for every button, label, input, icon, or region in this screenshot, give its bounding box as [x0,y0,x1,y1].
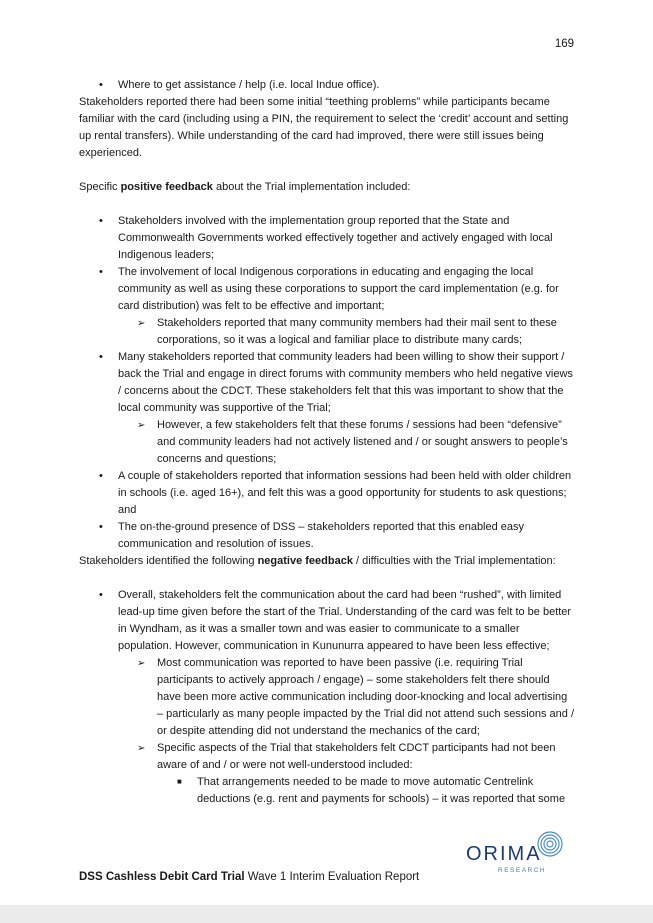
bullet-list-negative [79,587,576,808]
arrow-marker: ➢ [137,318,146,329]
page-number: 169 [554,38,574,50]
sub-list-item: ➢ Specific aspects of the Trial that stakeholders felt CDCT participants had not been aware of and / or were not well-understood included: [137,742,556,771]
arrow-marker: ➢ [137,658,146,669]
bullet-marker: • [99,215,103,227]
sub-sub-list-item: ■ That arrangements needed to be made to move automatic Centrelink deductions (e.g. rent and payments for schools) – it was reported that some [79,774,576,808]
footer-title: DSS Cashless Debit Card Trial Wave 1 Interim Evaluation Report [79,871,420,883]
paragraph: Stakeholders reported there had been some initial “teething problems” while participants became familiar with the card (including using a PIN, the requirement to select the ‘credit’ account and setting up rental transfers). While understanding of the card had improved, there were still issues being experienced. [79,96,569,159]
bullet-marker: • [99,79,103,91]
list-item: • Stakeholders involved with the implementation group reported that the State and Commonwealth Governments worked effectively together and actively engaged with local Indigenous leaders; [99,215,553,261]
logo-subtitle: RESEARCH [498,867,547,874]
square-marker: ■ [177,777,182,786]
logo-wordmark: ORIMA [466,843,542,865]
bullet-marker: • [99,521,103,533]
list-item: • The on-the-ground presence of DSS – stakeholders reported that this enabled easy communication and resolution of issues. [99,521,525,550]
document-body [79,77,576,808]
bullet-marker: • [99,351,103,363]
bullet-list-positive [79,213,576,553]
list-item: • The involvement of local Indigenous corporations in educating and engaging the local community as well as using these corporations to support the card implementation (e.g. for card distribution) was felt to be effective and important; [99,266,559,312]
list-item: • Many stakeholders reported that community leaders had been willing to show their support / back the Trial and engage in direct forums with community members who held negative views / concerns about the CDCT. These stakeholders felt that this was important to show that the local community was supportive of the Trial; [99,351,573,414]
list-item: • Where to get assistance / help (i.e. local Indue office). [79,77,576,94]
bullet-list-1 [79,77,576,94]
sub-list-item: ➢ Stakeholders reported that many community members had their mail sent to these corporations, so it was a logical and familiar place to distribute many cards; [137,317,557,346]
sub-list-item: ➢ However, a few stakeholders felt that these forums / sessions had been “defensive” and community leaders had not actively listened and / or sought answers to people’s concerns and questions; [137,419,568,465]
list-item: • Overall, stakeholders felt the communication about the card had been “rushed”, with limited lead-up time given before the start of the Trial. Understanding of the card was felt to be better in Wyndham, as it was a smaller town and was easier to communicate to a smaller population. However, communication in Kununurra appeared to have been less effective; [99,589,572,652]
list-item: • A couple of stakeholders reported that information sessions had been held with older children in schools (i.e. aged 16+), and felt this was a good opportunity for students to ask questions; and [99,470,572,516]
arrow-marker: ➢ [137,420,146,431]
paragraph-negative-intro: Stakeholders identified the following negative feedback / difficulties with the Trial implementation: [79,555,556,567]
bullet-marker: • [99,589,103,601]
paragraph-positive-intro: Specific positive feedback about the Trial implementation included: [79,181,411,193]
page-bottom-band [0,905,653,923]
sub-list-item: ➢ Most communication was reported to have been passive (i.e. requiring Trial participants to actively approach / engage) – some stakeholders felt there should have been more active communication including door-knocking and local advertising – particularly as many people impacted by the Trial did not attend such sessions and / or despite attending did not understand the mechanics of the card; [137,657,575,737]
bullet-marker: • [99,470,103,482]
arrow-marker: ➢ [137,743,146,754]
bullet-marker: • [99,266,103,278]
